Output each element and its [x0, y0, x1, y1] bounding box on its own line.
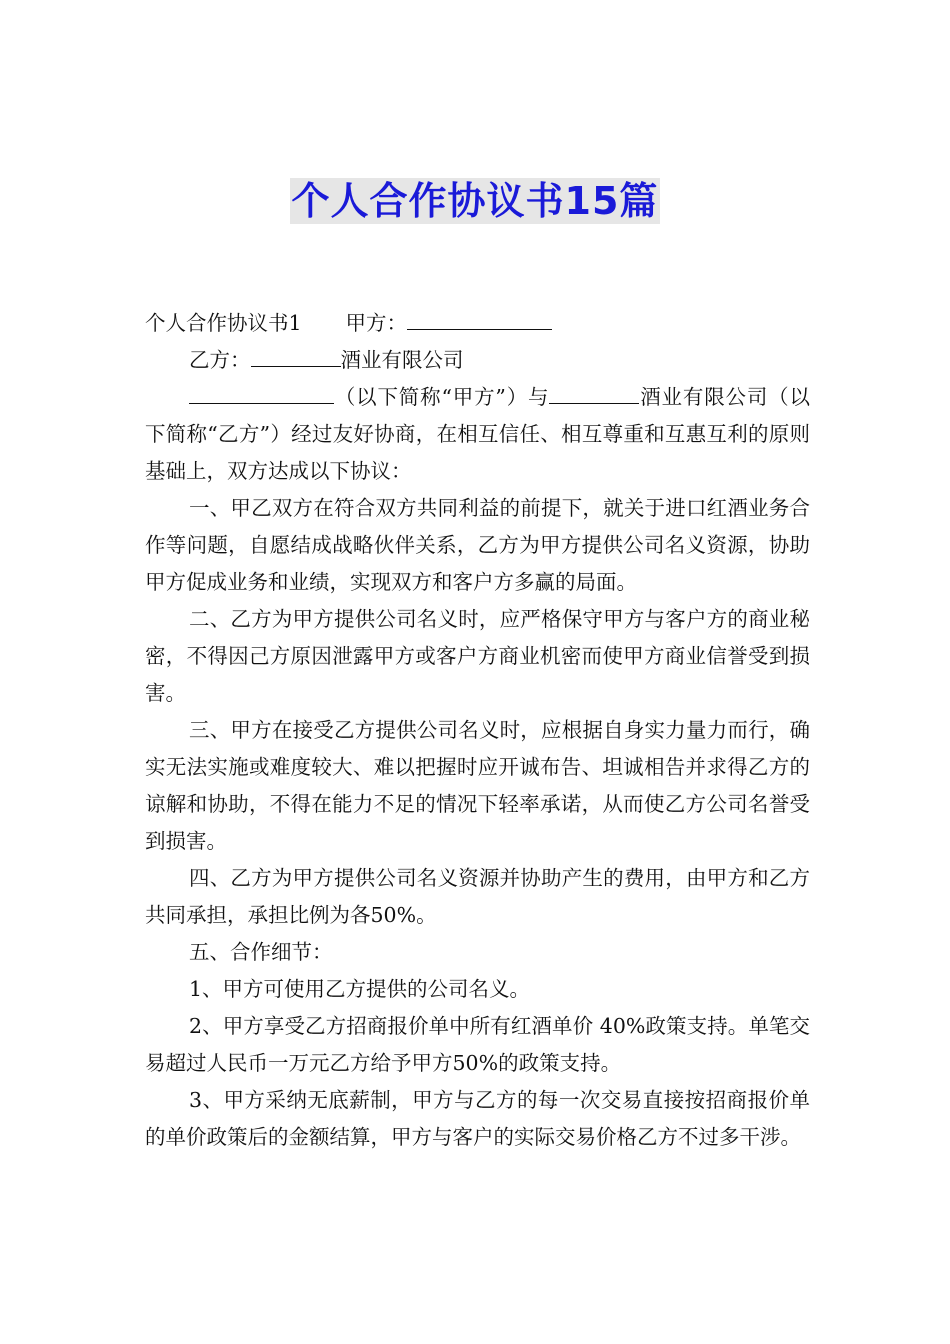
clause-2: 二、乙方为甲方提供公司名义时，应严格保守甲方与客户方的商业秘密，不得因己方原因泄露甲方或客户方商业机密而使甲方商业信誉受到损害。 — [145, 607, 810, 705]
title-area — [0, 178, 950, 224]
intro-paragraph — [145, 379, 810, 490]
detail-1: 1、甲方可使用乙方提供的公司名义。 — [189, 977, 531, 1001]
detail-3: 3、甲方采纳无底薪制，甲方与乙方的每一次交易直接按招商报价单的单价政策后的金额结算，甲方与客户的实际交易价格乙方不过多干涉。 — [145, 1088, 810, 1149]
party-b-suffix: 酒业有限公司 — [340, 348, 464, 372]
party-a-blank — [407, 307, 552, 330]
intro-part1: （以下简称“甲方”）与 — [334, 385, 550, 409]
heading-line — [145, 305, 810, 342]
party-a-label: 甲方： — [345, 311, 408, 335]
agreement-label: 个人合作协议书1 — [145, 311, 302, 335]
party-b-label: 乙方： — [189, 348, 251, 372]
intro-part2: 酒业有限公司（以下简称“乙方”）经过友好协商，在相互信任、相互尊重和互惠互利的原则基础上，双方达成以下协议： — [145, 385, 811, 483]
party-b-line — [145, 342, 810, 379]
document-title: 个人合作协议书15篇 — [291, 179, 659, 223]
party-b-blank — [251, 344, 341, 367]
detail-2: 2、甲方享受乙方招商报价单中所有红酒单价 40%政策支持。单笔交易超过人民币一万元乙方给予甲方50%的政策支持。 — [145, 1014, 810, 1075]
clause-3: 三、甲方在接受乙方提供公司名义时，应根据自身实力量力而行，确实无法实施或难度较大、难以把握时应开诚布告、坦诚相告并求得乙方的谅解和协助，不得在能力不足的情况下轻率承诺，从而使乙方公司名誉受到损害。 — [145, 718, 810, 853]
clause-1: 一、甲乙双方在符合双方共同利益的前提下，就关于进口红酒业务合作等问题，自愿结成战略伙伴关系，乙方为甲方提供公司名义资源，协助甲方促成业务和业绩，实现双方和客户方多赢的局面。 — [145, 496, 810, 594]
intro-blank-b — [549, 381, 639, 404]
intro-blank-a — [189, 381, 334, 404]
clause-5-heading: 五、合作细节： — [189, 940, 333, 964]
document-body — [145, 305, 810, 1156]
clause-4: 四、乙方为甲方提供公司名义资源并协助产生的费用，由甲方和乙方共同承担，承担比例为各50%。 — [145, 866, 810, 927]
